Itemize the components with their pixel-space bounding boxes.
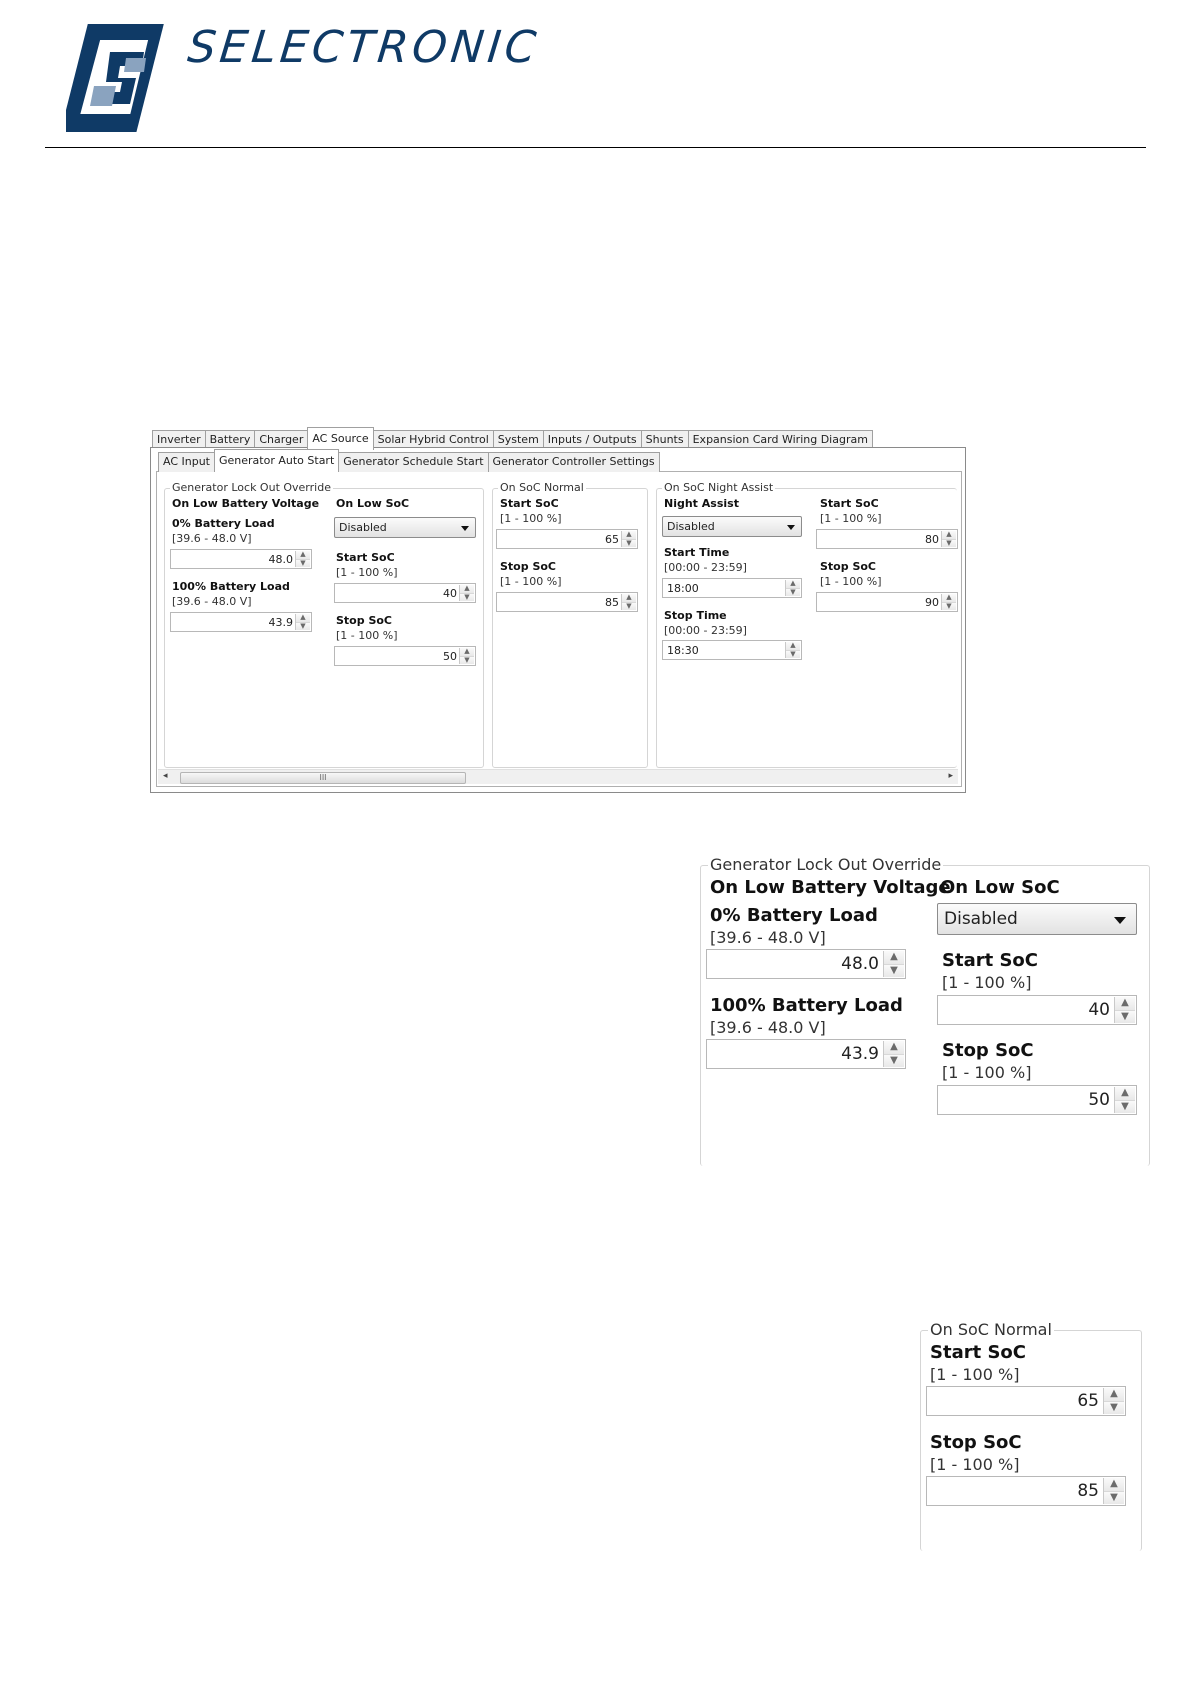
dropdown-value: Disabled	[667, 520, 715, 533]
spinner-start-soc[interactable]	[816, 529, 958, 549]
spinner-start-soc[interactable]	[926, 1386, 1126, 1416]
spin-down-icon[interactable]: ▼	[622, 540, 636, 548]
spinner-stop-soc[interactable]	[926, 1476, 1126, 1506]
tab-ac-source[interactable]: AC Source	[307, 427, 373, 450]
label-stop-soc: Stop SoC	[500, 560, 556, 573]
range-stop-soc: [1 - 100 %]	[930, 1455, 1020, 1474]
header-divider	[45, 147, 1146, 148]
spinner-value: 18:00	[667, 581, 699, 595]
spin-up-icon[interactable]: ▲	[1115, 997, 1135, 1011]
spin-down-icon[interactable]: ▼	[942, 540, 956, 548]
group-title: Generator Lock Out Override	[172, 481, 331, 494]
spin-up-icon[interactable]: ▲	[942, 594, 956, 603]
spinner-value: 85	[605, 595, 619, 609]
selectronic-logo	[66, 22, 168, 134]
spin-down-icon[interactable]: ▼	[786, 651, 800, 659]
label-stop-time: Stop Time	[664, 609, 727, 622]
spin-up-icon[interactable]: ▲	[786, 642, 800, 651]
range-start-soc: [1 - 100 %]	[820, 512, 882, 525]
chevron-down-icon	[461, 526, 469, 531]
range-stop-time: [00:00 - 23:59]	[664, 624, 747, 637]
label-night-assist: Night Assist	[664, 497, 739, 510]
label-0pct-battery-load: 0% Battery Load	[172, 517, 275, 530]
spinner-value: 18:30	[667, 643, 699, 657]
zoom-soc-normal-panel	[920, 1320, 1142, 1550]
spin-up-icon[interactable]: ▲	[460, 648, 474, 657]
range-100pct: [39.6 - 48.0 V]	[172, 595, 252, 608]
spinner-start-soc[interactable]	[496, 529, 638, 549]
chevron-down-icon	[1114, 917, 1126, 924]
spin-up-icon[interactable]: ▲	[622, 531, 636, 540]
spin-up-icon[interactable]: ▲	[1104, 1478, 1124, 1492]
label-stop-soc: Stop SoC	[820, 560, 876, 573]
scroll-right-icon[interactable]: ▸	[948, 771, 953, 781]
group-title: Generator Lock Out Override	[710, 855, 942, 874]
subtab-generator-auto-start[interactable]: Generator Auto Start	[214, 449, 339, 472]
spin-up-icon[interactable]: ▲	[786, 580, 800, 589]
spinner-start-time[interactable]	[662, 578, 802, 598]
dropdown-on-low-soc[interactable]	[937, 903, 1137, 935]
spin-up-icon[interactable]: ▲	[1104, 1388, 1124, 1402]
tab-charger[interactable]: Charger	[254, 430, 308, 450]
range-0pct: [39.6 - 48.0 V]	[172, 532, 252, 545]
spinner-value: 80	[925, 532, 939, 546]
tab-inputs-outputs[interactable]: Inputs / Outputs	[543, 430, 642, 450]
scrollbar-thumb[interactable]	[180, 772, 466, 784]
dropdown-value: Disabled	[944, 909, 1018, 929]
spinner-value: 50	[1088, 1090, 1110, 1110]
tab-inverter[interactable]: Inverter	[152, 430, 206, 450]
dropdown-on-low-soc[interactable]	[334, 517, 476, 538]
label-start-soc: Start SoC	[500, 497, 559, 510]
spinner-value: 40	[1088, 1000, 1110, 1020]
label-100pct-battery-load: 100% Battery Load	[172, 580, 290, 593]
spin-down-icon[interactable]: ▼	[1104, 1492, 1124, 1505]
label-stop-soc: Stop SoC	[336, 614, 392, 627]
spin-up-icon[interactable]: ▲	[942, 531, 956, 540]
spin-down-icon[interactable]: ▼	[884, 1055, 904, 1068]
spinner-value: 50	[443, 649, 457, 663]
spin-down-icon[interactable]: ▼	[460, 657, 474, 665]
zoom-lockout-panel	[700, 855, 1150, 1155]
horizontal-scrollbar[interactable]	[158, 769, 958, 784]
label-on-low-soc: On Low SoC	[940, 877, 1060, 898]
spin-down-icon[interactable]: ▼	[622, 603, 636, 611]
scroll-left-icon[interactable]: ◂	[163, 771, 168, 781]
spin-up-icon[interactable]: ▲	[622, 594, 636, 603]
dropdown-value: Disabled	[339, 521, 387, 534]
spinner-stop-soc[interactable]	[334, 646, 476, 666]
dropdown-night-assist[interactable]	[662, 516, 802, 537]
subtab-ac-input[interactable]: AC Input	[158, 452, 215, 472]
range-stop-soc: [1 - 100 %]	[942, 1063, 1032, 1082]
spinner-value: 43.9	[841, 1044, 879, 1064]
spin-down-icon[interactable]: ▼	[1115, 1101, 1135, 1114]
spin-up-icon[interactable]: ▲	[1115, 1087, 1135, 1101]
thumb-grip: III	[319, 773, 327, 782]
label-start-soc: Start SoC	[336, 551, 395, 564]
range-start-soc: [1 - 100 %]	[500, 512, 562, 525]
spinner-stop-soc[interactable]	[937, 1085, 1137, 1115]
label-100pct-battery-load: 100% Battery Load	[710, 995, 903, 1016]
spinner-value: 90	[925, 595, 939, 609]
spinner-0pct-battery-load[interactable]	[706, 949, 906, 979]
label-0pct-battery-load: 0% Battery Load	[710, 905, 878, 926]
label-stop-soc: Stop SoC	[930, 1432, 1022, 1453]
tab-shunts[interactable]: Shunts	[641, 430, 689, 450]
label-start-soc: Start SoC	[942, 950, 1039, 971]
range-stop-soc: [1 - 100 %]	[500, 575, 562, 588]
spinner-value: 65	[1077, 1391, 1099, 1411]
settings-window	[150, 427, 966, 793]
range-100pct: [39.6 - 48.0 V]	[710, 1018, 826, 1037]
range-start-soc: [1 - 100 %]	[336, 566, 398, 579]
spin-down-icon[interactable]: ▼	[296, 623, 310, 631]
label-start-soc: Start SoC	[820, 497, 879, 510]
chevron-down-icon	[787, 525, 795, 530]
range-stop-soc: [1 - 100 %]	[336, 629, 398, 642]
group-title: On SoC Normal	[500, 481, 584, 494]
spinner-start-soc[interactable]	[937, 995, 1137, 1025]
range-0pct: [39.6 - 48.0 V]	[710, 928, 826, 947]
spin-down-icon[interactable]: ▼	[1115, 1011, 1135, 1024]
range-start-time: [00:00 - 23:59]	[664, 561, 747, 574]
spinner-value: 65	[605, 532, 619, 546]
sub-tab-bar	[158, 449, 659, 472]
spin-down-icon[interactable]: ▼	[786, 589, 800, 597]
label-on-low-battery-voltage: On Low Battery Voltage	[710, 877, 951, 898]
tab-battery[interactable]: Battery	[205, 430, 256, 450]
spinner-value: 85	[1077, 1481, 1099, 1501]
range-start-soc: [1 - 100 %]	[942, 973, 1032, 992]
spinner-stop-soc[interactable]	[816, 592, 958, 612]
label-start-time: Start Time	[664, 546, 730, 559]
spin-down-icon[interactable]: ▼	[1104, 1402, 1124, 1415]
spin-up-icon[interactable]: ▲	[884, 951, 904, 965]
range-stop-soc: [1 - 100 %]	[820, 575, 882, 588]
spin-up-icon[interactable]: ▲	[884, 1041, 904, 1055]
spin-down-icon[interactable]: ▼	[942, 603, 956, 611]
label-on-low-soc: On Low SoC	[336, 497, 410, 510]
spin-down-icon[interactable]: ▼	[884, 965, 904, 978]
brand-wordmark: SELECTRONIC	[185, 22, 543, 73]
spin-up-icon[interactable]: ▲	[296, 551, 310, 560]
spin-down-icon[interactable]: ▼	[460, 594, 474, 602]
spinner-value: 48.0	[268, 552, 293, 566]
spin-down-icon[interactable]: ▼	[296, 560, 310, 568]
spin-up-icon[interactable]: ▲	[460, 585, 474, 594]
spinner-0pct-battery-load[interactable]	[170, 549, 312, 569]
spinner-value: 43.9	[268, 615, 293, 629]
spinner-100pct-battery-load[interactable]	[706, 1039, 906, 1069]
label-start-soc: Start SoC	[930, 1342, 1027, 1363]
tab-solar-hybrid-control[interactable]: Solar Hybrid Control	[373, 430, 494, 450]
spinner-stop-soc[interactable]	[496, 592, 638, 612]
tab-expansion-card-wiring[interactable]: Expansion Card Wiring Diagram	[688, 430, 873, 450]
spinner-100pct-battery-load[interactable]	[170, 612, 312, 632]
spinner-value: 48.0	[841, 954, 879, 974]
spinner-start-soc[interactable]	[334, 583, 476, 603]
spinner-stop-time[interactable]	[662, 640, 802, 660]
subtab-generator-schedule-start[interactable]: Generator Schedule Start	[338, 452, 488, 472]
group-title: On SoC Night Assist	[664, 481, 774, 494]
subtab-generator-controller-settings[interactable]: Generator Controller Settings	[488, 452, 660, 472]
spinner-value: 40	[443, 586, 457, 600]
label-on-low-battery-voltage: On Low Battery Voltage	[172, 497, 320, 510]
group-title: On SoC Normal	[930, 1320, 1052, 1339]
label-stop-soc: Stop SoC	[942, 1040, 1034, 1061]
spin-up-icon[interactable]: ▲	[296, 614, 310, 623]
range-start-soc: [1 - 100 %]	[930, 1365, 1020, 1384]
tab-system[interactable]: System	[493, 430, 544, 450]
